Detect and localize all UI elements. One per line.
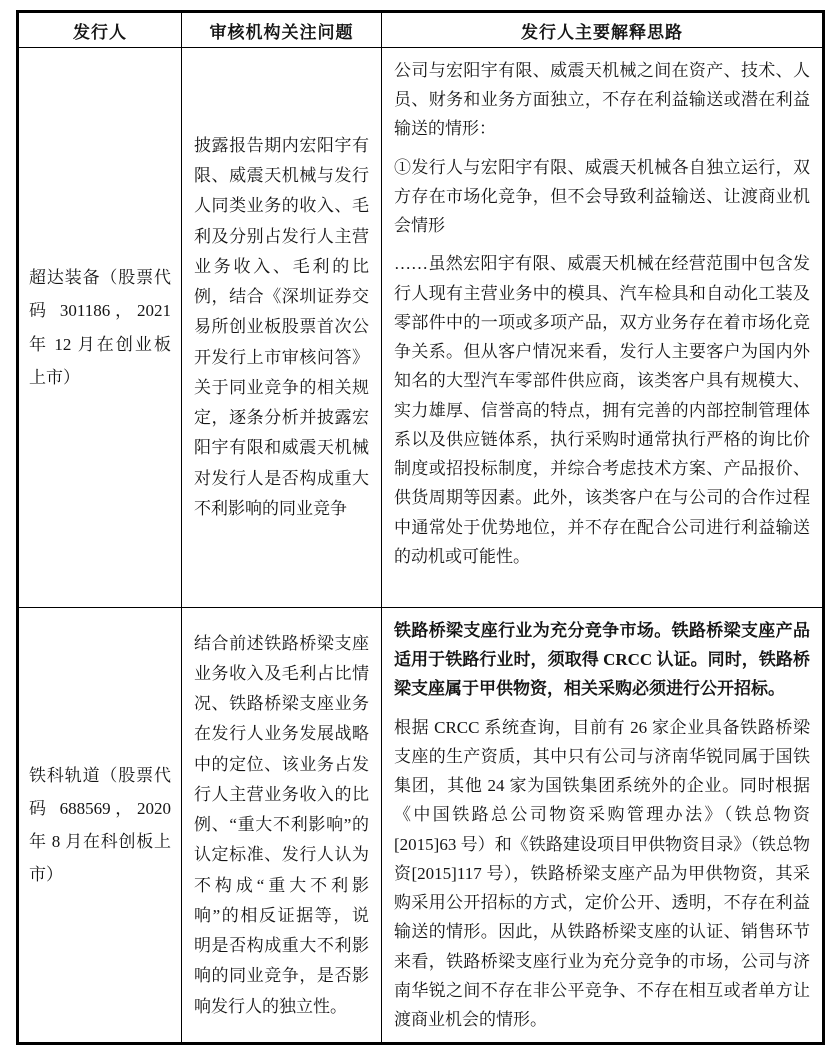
explanation-paragraph: ……虽然宏阳宇有限、威震天机械在经营范围中包含发行人现有主营业务中的模具、汽车检具和自动化工装及零部件中的一项或多项产品，双方业务存在着市场化竞争关系。但从客户情况来看，发行人主要客户为国内外知名的大型汽车零部件供应商，该类客户具有规模大、实力雄厚、信誉高的特点，拥有完善的内部控制管理体系以及供应链体系，执行采购时通常执行严格的询比价制度或招投标制度，并综合考虑技术方案、产品报价、供货周期等因素。此外，该类客户在与公司的合作过程中通常处于优势地位，并不存在配合公司进行利益输送的动机或可能性。 [394,254,810,566]
explanation-paragraph: 根据 CRCC 系统查询，目前有 26 家企业具备铁路桥梁支座的生产资质，其中只有公司与济南华锐同属于国铁集团，其他 24 家为国铁集团系统外的企业。同时根据《中国铁路总公司物资采购管理办法》（铁总物资[2015]63 号）和《铁路建设项目甲供物资目录》（铁总物资[2015]117 号），铁路桥梁支座产品为甲供物资，其采购采用公开招标的方式，定价公开、透明，不存在利益输送的情形。因此，从铁路桥梁支座的认证、销售环节来看，铁路桥梁支座行业为充分竞争的市场，公司与济南华锐之间不存在非公平竞争、不存在相互或者单方让渡商业机会的情形。 [394,717,810,1030]
review-table [16,10,825,1045]
explanation-paragraph: ①发行人与宏阳宇有限、威震天机械各自独立运行，双方存在市场化竞争，但不会导致利益输送、让渡商业机会情形 [394,157,810,236]
explanation-paragraph: 公司与宏阳宇有限、威震天机械之间在资产、技术、人员、财务和业务方面独立，不存在利益输送或潜在利益输送的情形： [394,61,810,139]
explanation-cell [382,48,824,608]
table-row-chaoda [18,48,824,608]
explanation-paragraph-bold: 铁路桥梁支座行业为充分竞争市场。铁路桥梁支座产品适用于铁路行业时，须取得 CRCC 认证。同时，铁路桥梁支座属于甲供物资，相关采购必须进行公开招标。 [394,621,810,699]
header-row [18,12,824,48]
question-cell: 结合前述铁路桥梁支座业务收入及毛利占比情况、铁路桥梁支座业务在发行人业务发展战略中的定位、该业务占发行人主营业务收入的比例、“重大不利影响”的认定标准、发行人认为不构成“重大不利影响”的相反证据等，说明是否构成重大不利影响的同业竞争，是否影响发行人的独立性。 [182,608,382,1044]
question-cell: 披露报告期内宏阳宇有限、威震天机械与发行人同类业务的收入、毛利及分别占发行人主营业务收入、毛利的比例，结合《深圳证券交易所创业板股票首次公开发行上市审核问答》关于同业竞争的相关规定，逐条分析并披露宏阳宇有限和威震天机械对发行人是否构成重大不利影响的同业竞争 [182,48,382,608]
table-row-tieke [18,608,824,1044]
issuer-cell: 超达装备（股票代码 301186，2021 年 12 月在创业板上市） [18,48,182,608]
col-header-question: 审核机构关注问题 [182,12,382,48]
col-header-issuer: 发行人 [18,12,182,48]
issuer-cell: 铁科轨道（股票代码 688569，2020 年 8 月在科创板上市） [18,608,182,1044]
explanation-cell [382,608,824,1044]
col-header-explanation: 发行人主要解释思路 [382,12,824,48]
